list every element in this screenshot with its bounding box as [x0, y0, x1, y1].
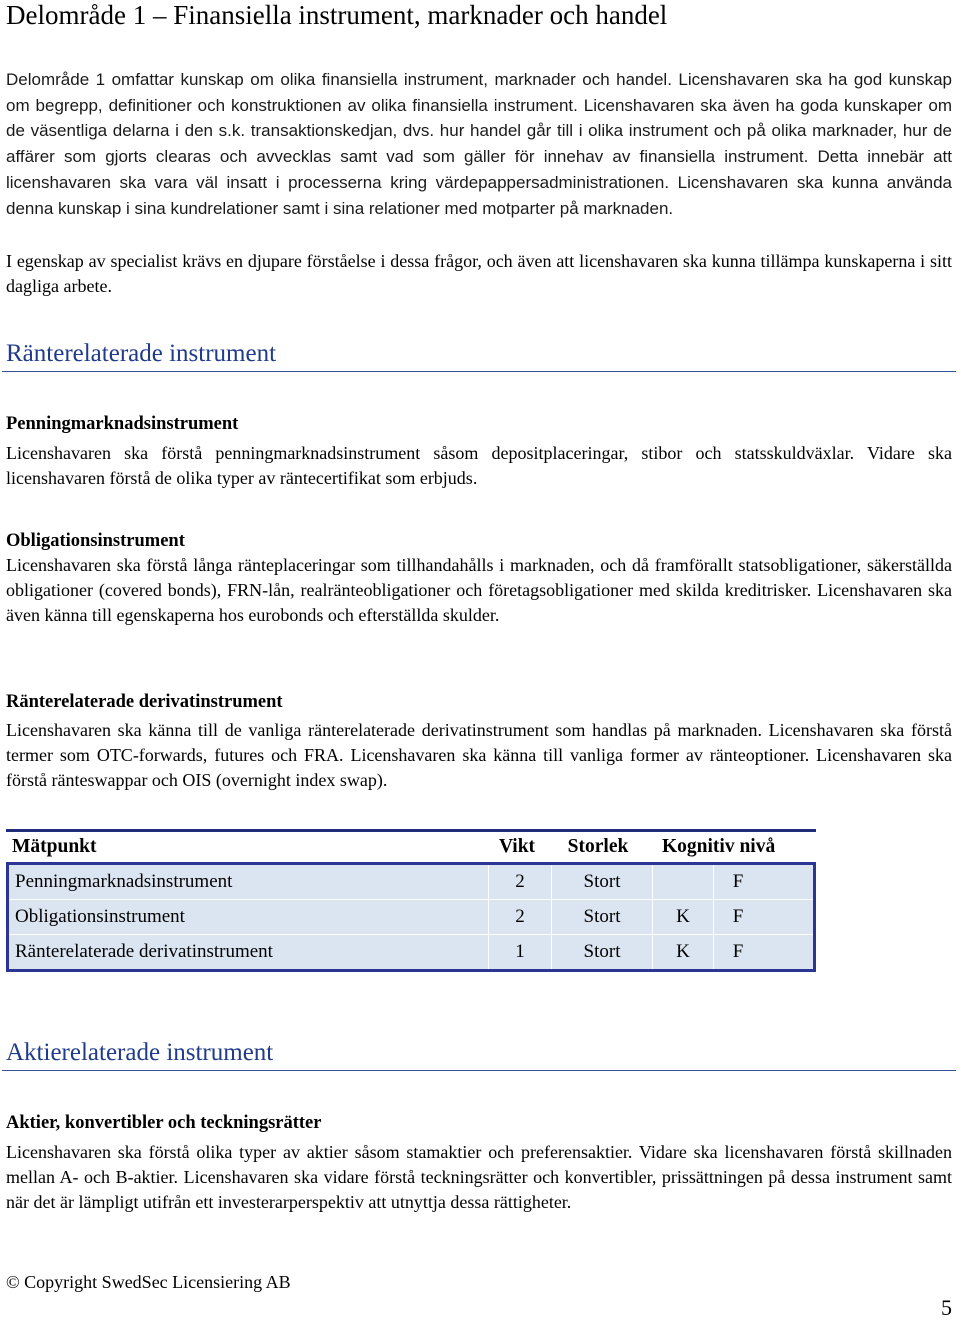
subheading-money-market: Penningmarknadsinstrument	[6, 414, 239, 434]
cell-vikt: 1	[489, 935, 552, 969]
measurement-table	[6, 829, 816, 972]
subheading-bonds: Obligationsinstrument	[6, 531, 185, 551]
subheading-interest-derivatives: Ränterelaterade derivatinstrument	[6, 692, 283, 712]
table-row	[9, 865, 813, 899]
section-heading-interest: Ränterelaterade instrument	[6, 340, 277, 367]
page-title: Delområde 1 – Finansiella instrument, marknader och handel	[6, 0, 668, 30]
cell-matpunkt: Ränterelaterade derivatinstrument	[9, 935, 489, 969]
cell-vikt: 2	[489, 900, 552, 934]
cell-f: F	[732, 906, 744, 927]
cell-k: K	[653, 900, 714, 934]
table-body	[6, 862, 816, 972]
table-row	[9, 934, 813, 969]
section-rule	[2, 371, 956, 372]
section-rule	[2, 1070, 956, 1071]
cell-matpunkt: Obligationsinstrument	[9, 900, 489, 934]
cell-storlek: Stort	[552, 935, 653, 969]
header-matpunkt: Mätpunkt	[12, 836, 97, 857]
intro-paragraph-1: Delområde 1 omfattar kunskap om olika finansiella instrument, marknader och handel. Licenshavaren ska ha god kunskap om begrepp, definitioner och konstruktionen av olika finansiella instrument. Licenshavaren ska även ha goda kunskaper om de väsentliga delarna i den s.k. transaktionskedjan, dvs. hur handel går till i olika instrument och på olika marknader, hur de affärer som gjorts clearas och avvecklas samt vad som gäller för innehav av finansiella instrument. Detta innebär att licenshavaren ska vara väl insatt i processerna kring värdepappersadministrationen. Licenshavaren ska kunna använda denna kunskap i sina kundrelationer samt i sina relationer med motparter på marknaden.	[6, 70, 952, 218]
cell-matpunkt: Penningmarknadsinstrument	[9, 865, 489, 899]
footer-copyright: © Copyright SwedSec Licensiering AB	[6, 1272, 291, 1292]
header-kognitiv: Kognitiv nivå	[662, 836, 776, 857]
cell-k	[653, 865, 714, 899]
table-header-row	[6, 832, 816, 862]
header-storlek: Storlek	[567, 836, 629, 857]
cell-storlek: Stort	[552, 900, 653, 934]
intro-paragraph-2: I egenskap av specialist krävs en djupare förståelse i dessa frågor, och även att licenshavaren ska kunna tillämpa kunskaperna i sitt dagliga arbete.	[6, 251, 952, 296]
header-vikt: Vikt	[498, 836, 536, 857]
table-row	[9, 899, 813, 934]
section-heading-equity: Aktierelaterade instrument	[6, 1039, 274, 1066]
cell-vikt: 2	[489, 865, 552, 899]
cell-f: F	[732, 941, 744, 962]
paragraph-bonds: Licenshavaren ska förstå långa ränteplaceringar som tillhandahålls i marknaden, och då framförallt statsobligationer, säkerställda obligationer (covered bonds), FRN-lån, realränteobligationer och företagsobligationer med skilda kreditrisker. Licenshavaren ska även känna till egenskaperna hos eurobonds och efterställda skulder.	[6, 555, 952, 625]
cell-f: F	[732, 871, 744, 892]
cell-k: K	[653, 935, 714, 969]
paragraph-interest-derivatives: Licenshavaren ska känna till de vanliga ränterelaterade derivatinstrument som handlas på marknaden. Licenshavaren ska förstå termer som OTC-forwards, futures och FRA. Licenshavaren ska känna till vanliga former av ränteoptioner. Licenshavaren ska förstå ränteswappar och OIS (overnight index swap).	[6, 720, 952, 790]
page-number: 5	[941, 1295, 952, 1320]
paragraph-money-market: Licenshavaren ska förstå penningmarknadsinstrument såsom depositplaceringar, stibor och statsskuldväxlar. Vidare ska licenshavaren förstå de olika typer av räntecertifikat som erbjuds.	[6, 443, 952, 488]
paragraph-shares: Licenshavaren ska förstå olika typer av aktier såsom stamaktier och preferensaktier. Vidare ska licenshavaren förstå skillnaden mellan A- och B-aktier. Licenshavaren ska vidare förstå teckningsrätter och konvertibler, prissättningen på dessa instrument samt när det är lämpligt utifrån ett investerarperspektiv att utnyttja dessa rättigheter.	[6, 1142, 952, 1212]
subheading-shares: Aktier, konvertibler och teckningsrätter	[6, 1113, 322, 1133]
cell-storlek: Stort	[552, 865, 653, 899]
